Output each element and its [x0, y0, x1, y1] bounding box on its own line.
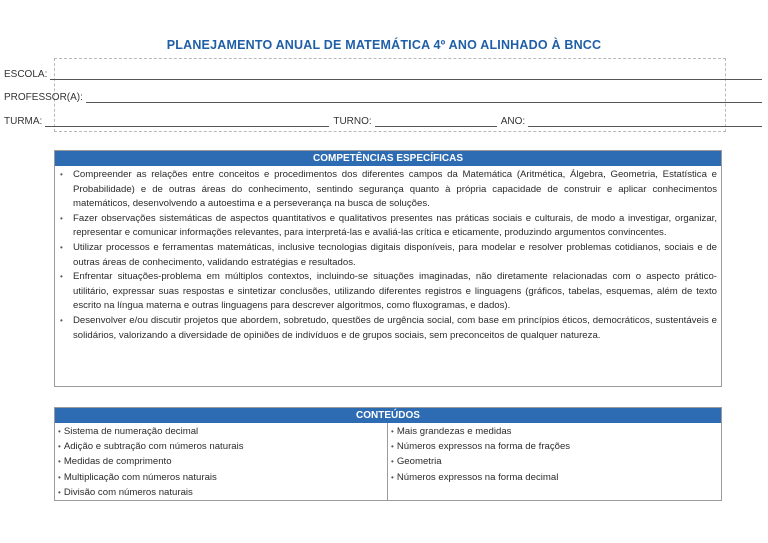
list-item: • Números expressos na forma de frações: [391, 441, 571, 453]
bullet-icon: •: [58, 427, 61, 436]
bullet-icon: •: [391, 427, 394, 436]
list-item: • Números expressos na forma decimal: [391, 471, 559, 483]
list-item: • Divisão com números naturais: [58, 486, 193, 498]
teacher-label: PROFESSOR(A):: [4, 92, 83, 103]
bullet-icon: •: [60, 272, 63, 282]
list-item: • Fazer observações sistemáticas de aspectos quantitativos e qualitativos presentes nas práticas sociais e culturais, de modo a investigar, organizar, representar e comunicar informações relevantes, para interpretá-las e avaliá-las crítica e eticamente, produzindo argumentos convincentes.: [60, 212, 717, 239]
list-item: • Adição e subtração com números naturais: [58, 441, 244, 453]
list-item: • Medidas de comprimento: [58, 456, 172, 468]
contents-left-column: [55, 423, 388, 501]
bullet-icon: •: [60, 170, 63, 179]
list-item: • Enfrentar situações-problema em múltiplos contextos, incluindo-se situações imaginadas, não diretamente relacionadas com o aspecto prático-utilitário, expressar suas respostas e sintetizar conclusões, utilizando diferentes registros e linguagens (gráficos, tabelas, esquemas, além de texto escrito na língua materna e outras linguagens para descrever algoritmos, como fluxogramas, e dados).: [60, 271, 717, 312]
page-title: PLANEJAMENTO ANUAL DE MATEMÁTICA 4º ANO ALINHADO À BNCC: [166, 38, 602, 52]
contents-right-column: [388, 423, 721, 501]
bullet-icon: •: [391, 472, 394, 482]
list-item: • Sistema de numeração decimal: [58, 426, 199, 437]
class-field[interactable]: [45, 116, 329, 127]
teacher-row: [4, 89, 762, 103]
bullet-icon: •: [58, 472, 61, 482]
class-label: TURMA:: [4, 116, 43, 127]
school-label: ESCOLA:: [4, 69, 48, 80]
list-item: • Geometria: [391, 456, 442, 468]
bullet-icon: •: [58, 457, 61, 467]
bullet-icon: •: [60, 213, 63, 223]
contents-body: [55, 423, 721, 501]
bullet-icon: •: [58, 487, 61, 497]
class-row: [4, 113, 762, 127]
list-item: • Compreender as relações entre conceitos e procedimentos dos diferentes campos da Matemática (Aritmética, Álgebra, Geometria, Estatística e Probabilidade) e de outras áreas do conhecimento, sentindo segurança quanto à própria capacidade de construir e aplicar conhecimentos matemáticos, desenvolvendo a autoestima e a perseverança na busca de soluções.: [60, 169, 717, 210]
bullet-icon: •: [391, 442, 394, 452]
competencies-panel: [54, 150, 722, 387]
contents-panel: [54, 407, 722, 501]
year-field[interactable]: [528, 116, 762, 127]
competencies-header: COMPETÊNCIAS ESPECÍFICAS: [55, 151, 721, 166]
bullet-icon: •: [60, 315, 63, 325]
school-field[interactable]: [50, 69, 762, 80]
list-item: • Multiplicação com números naturais: [58, 471, 217, 483]
competencies-list: [55, 166, 721, 343]
shift-label: TURNO:: [333, 116, 372, 127]
contents-header: CONTEÚDOS: [55, 408, 721, 423]
school-row: [4, 66, 762, 80]
teacher-field[interactable]: [86, 92, 762, 103]
list-item: • Mais grandezas e medidas: [391, 426, 512, 437]
bullet-icon: •: [60, 242, 63, 252]
bullet-icon: •: [391, 457, 394, 467]
list-item: • Utilizar processos e ferramentas matemáticas, inclusive tecnologias digitais disponíveis, para modelar e resolver problemas cotidianos, sociais e de outras áreas de conhecimento, validando estratégias e resultados.: [60, 241, 717, 268]
bullet-icon: •: [58, 442, 61, 452]
list-item: • Desenvolver e/ou discutir projetos que abordem, sobretudo, questões de urgência social, com base em princípios éticos, democráticos, sustentáveis e solidários, valorizando a diversidade de opiniões de indivíduos e de grupos sociais, sem preconceitos de qualquer natureza.: [60, 314, 717, 341]
shift-field[interactable]: [375, 116, 497, 127]
year-label: ANO:: [500, 116, 526, 127]
